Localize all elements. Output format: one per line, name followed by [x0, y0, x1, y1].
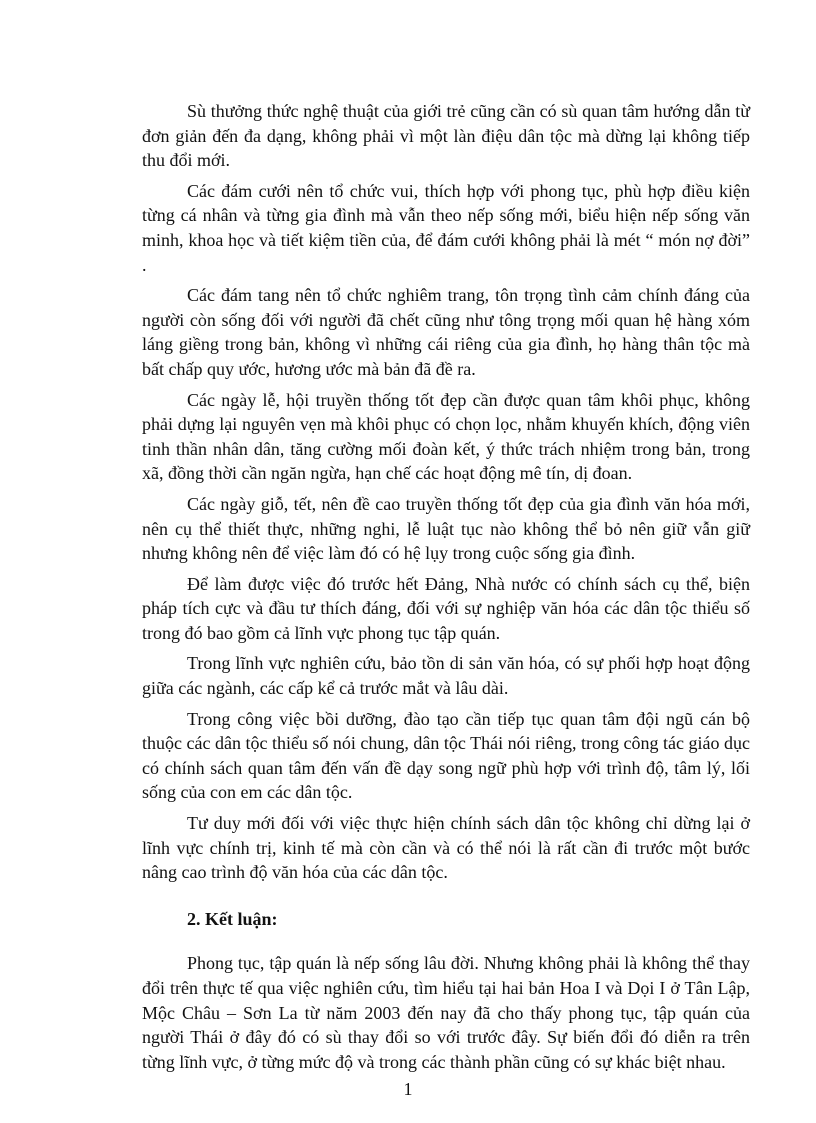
paragraph-weddings: Các đám cưới nên tổ chức vui, thích hợp với phong tục, phù hợp điều kiện từng cá nhân và từng gia đình mà vẫn theo nếp sống mới, biểu hiện nếp sống văn minh, khoa học và tiết kiệm tiền của, để đám cưới không phải là mét “ món nợ đời” . [142, 180, 750, 275]
paragraph-youth-art: Sù thưởng thức nghệ thuật của giới trẻ cũng cần có sù quan tâm hướng dẫn từ đơn giản đến đa dạng, không phải vì một làn điệu dân tộc mà dừng lại không tiếp thu đổi mới. [142, 101, 750, 171]
paragraph-training: Trong công việc bồi dưỡng, đào tạo cần tiếp tục quan tâm đội ngũ cán bộ thuộc các dân tộc thiểu số nói chung, dân tộc Thái nói riêng, trong công tác giáo dục có chính sách quan tâm đến vấn đề dạy song ngữ phù hợp với trình độ, tâm lý, lối sống của con em các dân tộc. [142, 708, 750, 803]
paragraph-state-policy: Để làm được việc đó trước hết Đảng, Nhà nước có chính sách cụ thể, biện pháp tích cực và đầu tư thích đáng, đối với sự nghiệp văn hóa các dân tộc thiểu số trong đó bao gồm cả lĩnh vực phong tục tập quán. [142, 573, 750, 643]
page-body [142, 99, 750, 1080]
section-heading-conclusion: 2. Kết luận: [187, 908, 278, 929]
paragraph-research: Trong lĩnh vực nghiên cứu, bảo tồn di sản văn hóa, có sự phối hợp hoạt động giữa các ngành, các cấp kể cả trước mắt và lâu dài. [142, 653, 750, 699]
paragraph-new-thinking: Tư duy mới đối với việc thực hiện chính sách dân tộc không chỉ dừng lại ở lĩnh vực chính trị, kinh tế mà còn cần và có thể nói là rất cần đi trước một bước nâng cao trình độ văn hóa của các dân tộc. [142, 813, 750, 883]
paragraph-anniversaries: Các ngày giỗ, tết, nên đề cao truyền thống tốt đẹp của gia đình văn hóa mới, nên cụ thể thiết thực, những nghi, lễ luật tục nào không thể bỏ nên giữ vẫn giữ nhưng không nên để việc làm đó có hệ lụy trong cuộc sống gia đình. [142, 493, 750, 564]
page-number: 1 [403, 1079, 413, 1099]
paragraph-festivals: Các ngày lễ, hội truyền thống tốt đẹp cần được quan tâm khôi phục, không phải dựng lại nguyên vẹn mà khôi phục có chọn lọc, nhằm khuyến khích, động viên tinh thần nhân dân, tăng cường mối đoàn kết, ý thức trách nhiệm trong bản, trong xã, đồng thời cần ngăn ngừa, hạn chế các hoạt động mê tín, dị đoan. [142, 389, 750, 484]
paragraph-funerals: Các đám tang nên tổ chức nghiêm trang, tôn trọng tình cảm chính đáng của người còn sống đối với người đã chết cũng như tông trọng mối quan hệ hàng xóm láng giềng trong bản, không vì những cái riêng của gia đình, họ hàng thân tộc mà bất chấp quy ước, hương ước mà bản đã đề ra. [142, 285, 750, 379]
paragraph-conclusion: Phong tục, tập quán là nếp sống lâu đời. Nhưng không phải là không thể thay đổi trên thực tế qua việc nghiên cứu, tìm hiểu tại hai bản Hoa I và Dọi I ở Tân Lập, Mộc Châu – Sơn La từ năm 2003 đến nay đã cho thấy phong tục, tập quán của người Thái ở đây đó có sù thay đổi so với trước đây. Sự biến đổi đó diễn ra trên từng lĩnh vực, ở từng mức độ và trong các thành phần cũng có sự khác biệt nhau. [142, 953, 750, 1072]
